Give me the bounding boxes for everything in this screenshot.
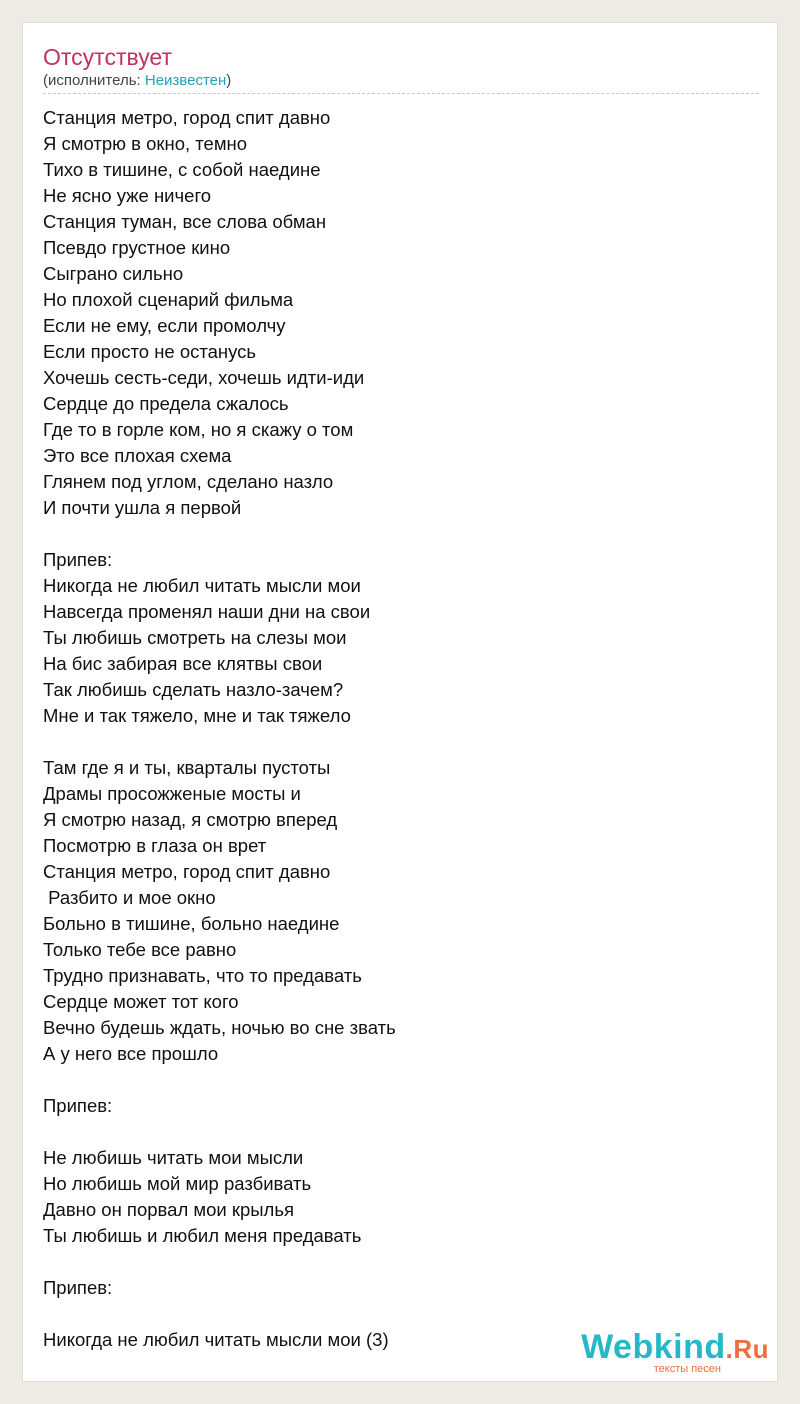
lyrics-line: Хочешь сесть-седи, хочешь идти-иди (43, 367, 365, 388)
lyrics-line: Вечно будешь ждать, ночью во сне звать (43, 1017, 396, 1038)
lyrics-line: На бис забирая все клятвы свои (43, 653, 323, 674)
lyrics-line: Драмы просожженые мосты и (43, 783, 301, 804)
lyrics-line: Не ясно уже ничего (43, 185, 212, 206)
lyrics-blank-line (43, 1249, 759, 1275)
lyrics-line: Только тебе все равно (43, 939, 237, 960)
logo-main-text: Webkind (581, 1328, 726, 1366)
lyrics-line: Глянем под углом, сделано назло (43, 471, 334, 492)
lyrics-blank-line (43, 1067, 759, 1093)
logo-subtitle: тексты песен (653, 1363, 721, 1375)
lyrics-line: Но плохой сценарий фильма (43, 289, 294, 310)
lyrics-line: Больно в тишине, больно наедине (43, 913, 340, 934)
lyrics-line: Псевдо грустное кино (43, 237, 231, 258)
lyrics-line: Давно он порвал мои крылья (43, 1199, 294, 1220)
lyrics-line: Припев: (43, 1277, 113, 1298)
lyrics-line: Станция метро, город спит давно (43, 107, 331, 128)
song-title: Отсутствует (43, 44, 172, 70)
lyrics-line: Если просто не останусь (43, 341, 257, 362)
lyrics-line: Там где я и ты, кварталы пустоты (43, 757, 331, 778)
lyrics-line: Сердце может тот кого (43, 991, 239, 1012)
lyrics-line: Сердце до предела сжалось (43, 393, 289, 414)
artist-prefix: (исполнитель: (43, 72, 145, 89)
site-logo[interactable] (581, 1330, 769, 1375)
lyrics-line: Ты любишь и любил меня предавать (43, 1225, 362, 1246)
lyrics-line: Где то в горле ком, но я скажу о том (43, 419, 354, 440)
lyrics-line: Тихо в тишине, с собой наедине (43, 159, 321, 180)
lyrics-line: Сыграно сильно (43, 263, 184, 284)
lyrics-line: Разбито и мое окно (43, 887, 216, 908)
artist-link[interactable]: Неизвестен (144, 72, 227, 89)
lyrics-line: Никогда не любил читать мысли мои (3) (43, 1329, 389, 1350)
lyrics-text (43, 105, 759, 1353)
lyrics-line: Трудно признавать, что то предавать (43, 965, 362, 986)
lyrics-line: Но любишь мой мир разбивать (43, 1173, 312, 1194)
lyrics-line: Это все плохая схема (43, 445, 232, 466)
logo-wordmark (581, 1330, 769, 1366)
lyrics-line: Припев: (43, 549, 113, 570)
logo-suffix: .Ru (725, 1334, 769, 1364)
lyrics-line: Так любишь сделать назло-зачем? (43, 679, 344, 700)
lyrics-line: Не любишь читать мои мысли (43, 1147, 304, 1168)
lyrics-line: Мне и так тяжело, мне и так тяжело (43, 705, 351, 726)
lyrics-line: Припев: (43, 1095, 113, 1116)
lyrics-blank-line (43, 521, 759, 547)
lyrics-blank-line (43, 729, 759, 755)
lyrics-line: И почти ушла я первой (43, 497, 242, 518)
lyrics-line: Станция туман, все слова обман (43, 211, 327, 232)
lyrics-blank-line (43, 1119, 759, 1145)
lyrics-line: Навсегда променял наши дни на свои (43, 601, 371, 622)
artist-line (43, 71, 759, 94)
artist-suffix: ) (226, 72, 232, 89)
lyrics-line: А у него все прошло (43, 1043, 219, 1064)
lyrics-line: Ты любишь смотреть на слезы мои (43, 627, 347, 648)
song-header (43, 43, 759, 94)
lyrics-blank-line (43, 1301, 759, 1327)
lyrics-line: Посмотрю в глаза он врет (43, 835, 267, 856)
lyrics-card (22, 22, 778, 1382)
lyrics-line: Если не ему, если промолчу (43, 315, 286, 336)
lyrics-line: Я смотрю в окно, темно (43, 133, 248, 154)
lyrics-line: Я смотрю назад, я смотрю вперед (43, 809, 338, 830)
lyrics-line: Никогда не любил читать мысли мои (43, 575, 361, 596)
lyrics-line: Станция метро, город спит давно (43, 861, 331, 882)
